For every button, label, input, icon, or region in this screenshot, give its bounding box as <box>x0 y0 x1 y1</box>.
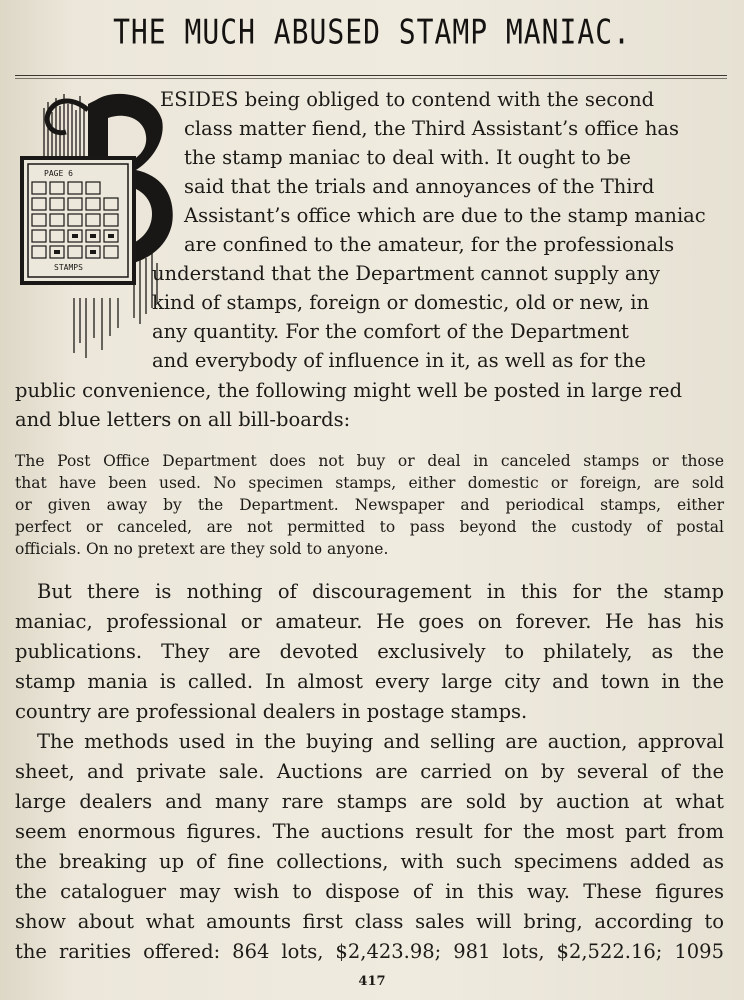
notice-line: officials. On no pretext are they sold to anyone. <box>15 540 389 558</box>
intro-line: class matter fiend, the Third Assistant’s office has <box>184 117 680 140</box>
paragraph-line: But there is nothing of discouragement in this for the stamp <box>37 580 724 603</box>
intro-line: ESIDES being obliged to contend with the second <box>160 88 655 111</box>
notice-line: that have been used. No specimen stamps, either domestic or foreign, are sold <box>15 474 724 492</box>
paragraph-line: the breaking up of fine collections, with such specimens added as <box>15 850 724 873</box>
paragraph-line: seem enormous figures. The auctions result for the most part from <box>15 820 724 843</box>
intro-line: and everybody of influence in it, as well as for the <box>152 349 646 372</box>
frame-label-bottom: STAMPS <box>54 263 83 272</box>
paragraph-line: show about what amounts first class sales will bring, according to <box>15 910 724 933</box>
intro-line: any quantity. For the comfort of the Department <box>152 320 629 343</box>
title-rule-thin <box>15 78 727 79</box>
paragraph-line: The methods used in the buying and selling are auction, approval <box>37 730 724 753</box>
paragraph-line: sheet, and private sale. Auctions are carried on by several of the <box>15 760 724 783</box>
paragraph-line: maniac, professional or amateur. He goes on forever. He has his <box>15 610 724 633</box>
intro-line: public convenience, the following might well be posted in large red <box>15 379 683 402</box>
page-number: 417 <box>358 974 386 989</box>
intro-line: Assistant’s office which are due to the stamp maniac <box>184 204 706 227</box>
paragraph-line: the rarities offered: 864 lots, $2,423.98; 981 lots, $2,522.16; 1095 <box>15 940 724 963</box>
paragraph-line: the cataloguer may wish to dispose of in this way. These figures <box>15 880 724 903</box>
title-rule <box>15 75 727 76</box>
intro-line: and blue letters on all bill-boards: <box>15 408 351 431</box>
paragraph-line: publications. They are devoted exclusively to philately, as the <box>15 640 724 663</box>
intro-line: understand that the Department cannot supply any <box>152 262 661 285</box>
page-title: THE MUCH ABUSED STAMP MANIAC. <box>113 12 631 53</box>
notice-line: perfect or canceled, are not permitted to pass beyond the custody of postal <box>15 518 724 536</box>
notice-line: or given away by the Department. Newspaper and periodical stamps, either <box>15 496 724 514</box>
frame-label-top: PAGE 6 <box>44 169 73 178</box>
paragraph-line: country are professional dealers in postage stamps. <box>15 700 528 723</box>
intro-line: the stamp maniac to deal with. It ought to be <box>184 146 631 169</box>
intro-line: said that the trials and annoyances of the Third <box>184 175 655 198</box>
intro-line: kind of stamps, foreign or domestic, old or new, in <box>152 291 650 314</box>
paragraph-line: large dealers and many rare stamps are sold by auction at what <box>15 790 724 813</box>
intro-line: are confined to the amateur, for the professionals <box>184 233 675 256</box>
decorated-initial-illustration <box>14 88 174 363</box>
paragraph-line: stamp mania is called. In almost every large city and town in the <box>15 670 724 693</box>
notice-line: The Post Office Department does not buy or deal in canceled stamps or those <box>15 452 724 470</box>
